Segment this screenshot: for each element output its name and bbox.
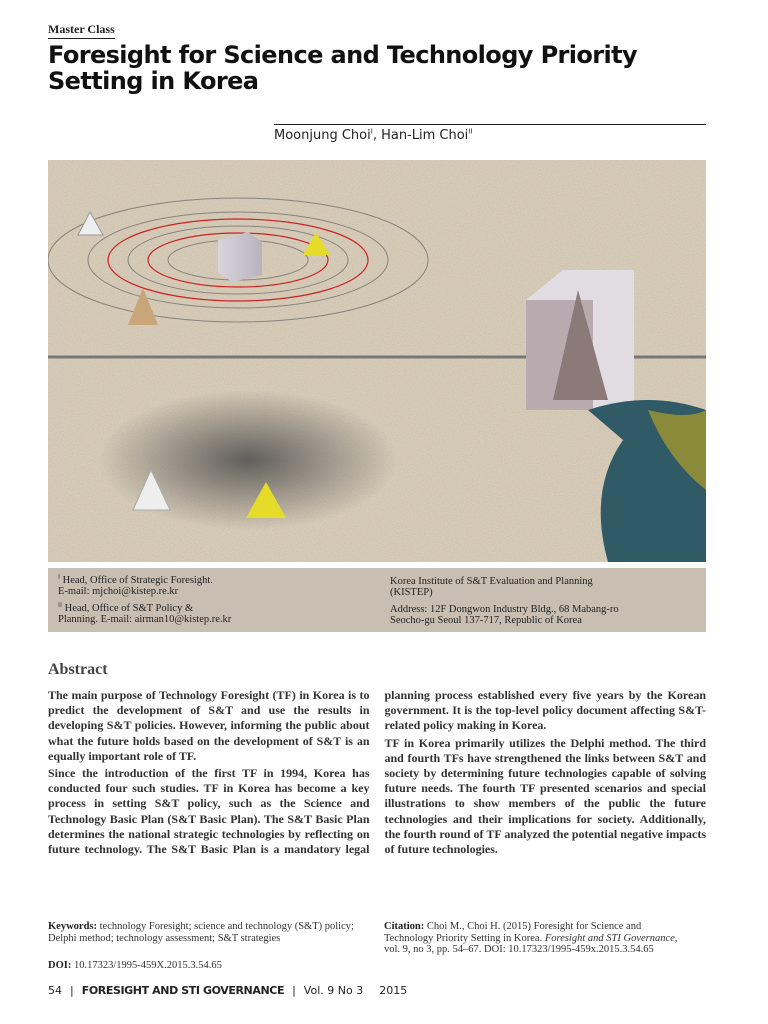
journal-name: FORESIGHT AND STI GOVERNANCE (81, 984, 285, 997)
doi-link[interactable]: 10.17323/1995-459X.2015.3.54.65 (71, 960, 222, 971)
author-2-sup: II (468, 127, 473, 136)
volume-issue: Vol. 9 No 3 (303, 984, 364, 997)
author-1-sup: I (370, 127, 373, 136)
article-title: Foresight for Science and Technology Priority Setting in Korea (48, 41, 638, 95)
aff-2-role: Head, Office of S&T Policy & (62, 603, 194, 614)
aff-1-sup: I (58, 574, 60, 581)
citation-details: , vol. 9, no 3, pp. 54–67. DOI: 10.17323/1995-459x.2015.3.54.65 (384, 932, 678, 955)
citation-journal: Foresight and STI Governance (544, 932, 675, 944)
aff-2-sup: II (58, 602, 62, 609)
keywords-text: technology Foresight; science and technology (S&T) policy; Delphi method; technology assessment; S&T strategies (48, 921, 354, 944)
abstract-paragraph-2: Since the introduction of the first TF in 1994, Korea has conducted four such studies. TF in Korea has become a key process in setting S&T policy, such as the Science and Technology Basic Plan (S&T Basic Plan). The S&T Basic Plan determines the national strategic technologies by reflecting on future technology. The S&T Basic Plan is a mandatory legal planning process established every five years by the Korean government. It is the top-level policy document affecting S&T-related policy making in Korea. (48, 688, 706, 857)
org-abbr: (KISTEP) (390, 587, 433, 598)
section-label: Master Class (48, 22, 115, 39)
page-number: 54 (48, 984, 62, 997)
keywords (48, 921, 368, 944)
doi (48, 960, 368, 972)
authors (274, 124, 706, 143)
org-name: Korea Institute of S&T Evaluation and Planning (390, 576, 593, 587)
abstract-body (48, 688, 706, 858)
address-line-2: Seocho-gu Seoul 137-717, Republic of Korea (390, 615, 582, 626)
affiliation-1 (58, 575, 358, 597)
author-1: Moonjung Choi (274, 128, 371, 143)
affiliation-2 (58, 603, 358, 625)
aff-1-email: E-mail: mjchoi@kistep.re.kr (58, 586, 179, 597)
cover-illustration (48, 160, 706, 562)
citation (384, 921, 684, 956)
institution (390, 576, 700, 598)
citation-text: Choi M., Choi H. (2015) Foresight for Science and Technology Priority Setting in Korea. (384, 921, 642, 944)
doi-label: DOI: (48, 960, 72, 971)
page-footer (48, 984, 407, 997)
affiliations-box (48, 568, 706, 632)
aff-2-email: Planning. E-mail: airman10@kistep.re.kr (58, 614, 232, 625)
abstract-paragraph-3: TF in Korea primarily utilizes the Delphi method. The third and fourth TFs have strengthened the links between S&T and society by determining future technologies capable of solving future needs. The fourth TF presented scenarios and special illustrations to show members of the public the future technologies and their implications for society. Additionally, the fourth round of TF analyzed the potential negative impacts of future technologies. (384, 735, 706, 857)
author-sep: , (372, 128, 382, 143)
keywords-label: Keywords: (48, 921, 97, 932)
author-2: Han-Lim Choi (381, 128, 469, 143)
citation-label: Citation: (384, 921, 425, 932)
footer-separator: | (292, 984, 296, 997)
footer-separator: | (70, 984, 74, 997)
aff-1-role: Head, Office of Strategic Foresight. (60, 575, 213, 586)
year: 2015 (379, 984, 408, 997)
abstract-heading: Abstract (48, 661, 108, 678)
address-line-1: Address: 12F Dongwon Industry Bldg., 68 Mabang-ro (390, 604, 619, 615)
address (390, 604, 700, 626)
abstract-paragraph-1: The main purpose of Technology Foresight (TF) in Korea is to predict the development of S&T and use the results in developing S&T policies. However, informing the public about what the future holds based on the development of S&T is an equally important role of TF. (48, 688, 370, 763)
